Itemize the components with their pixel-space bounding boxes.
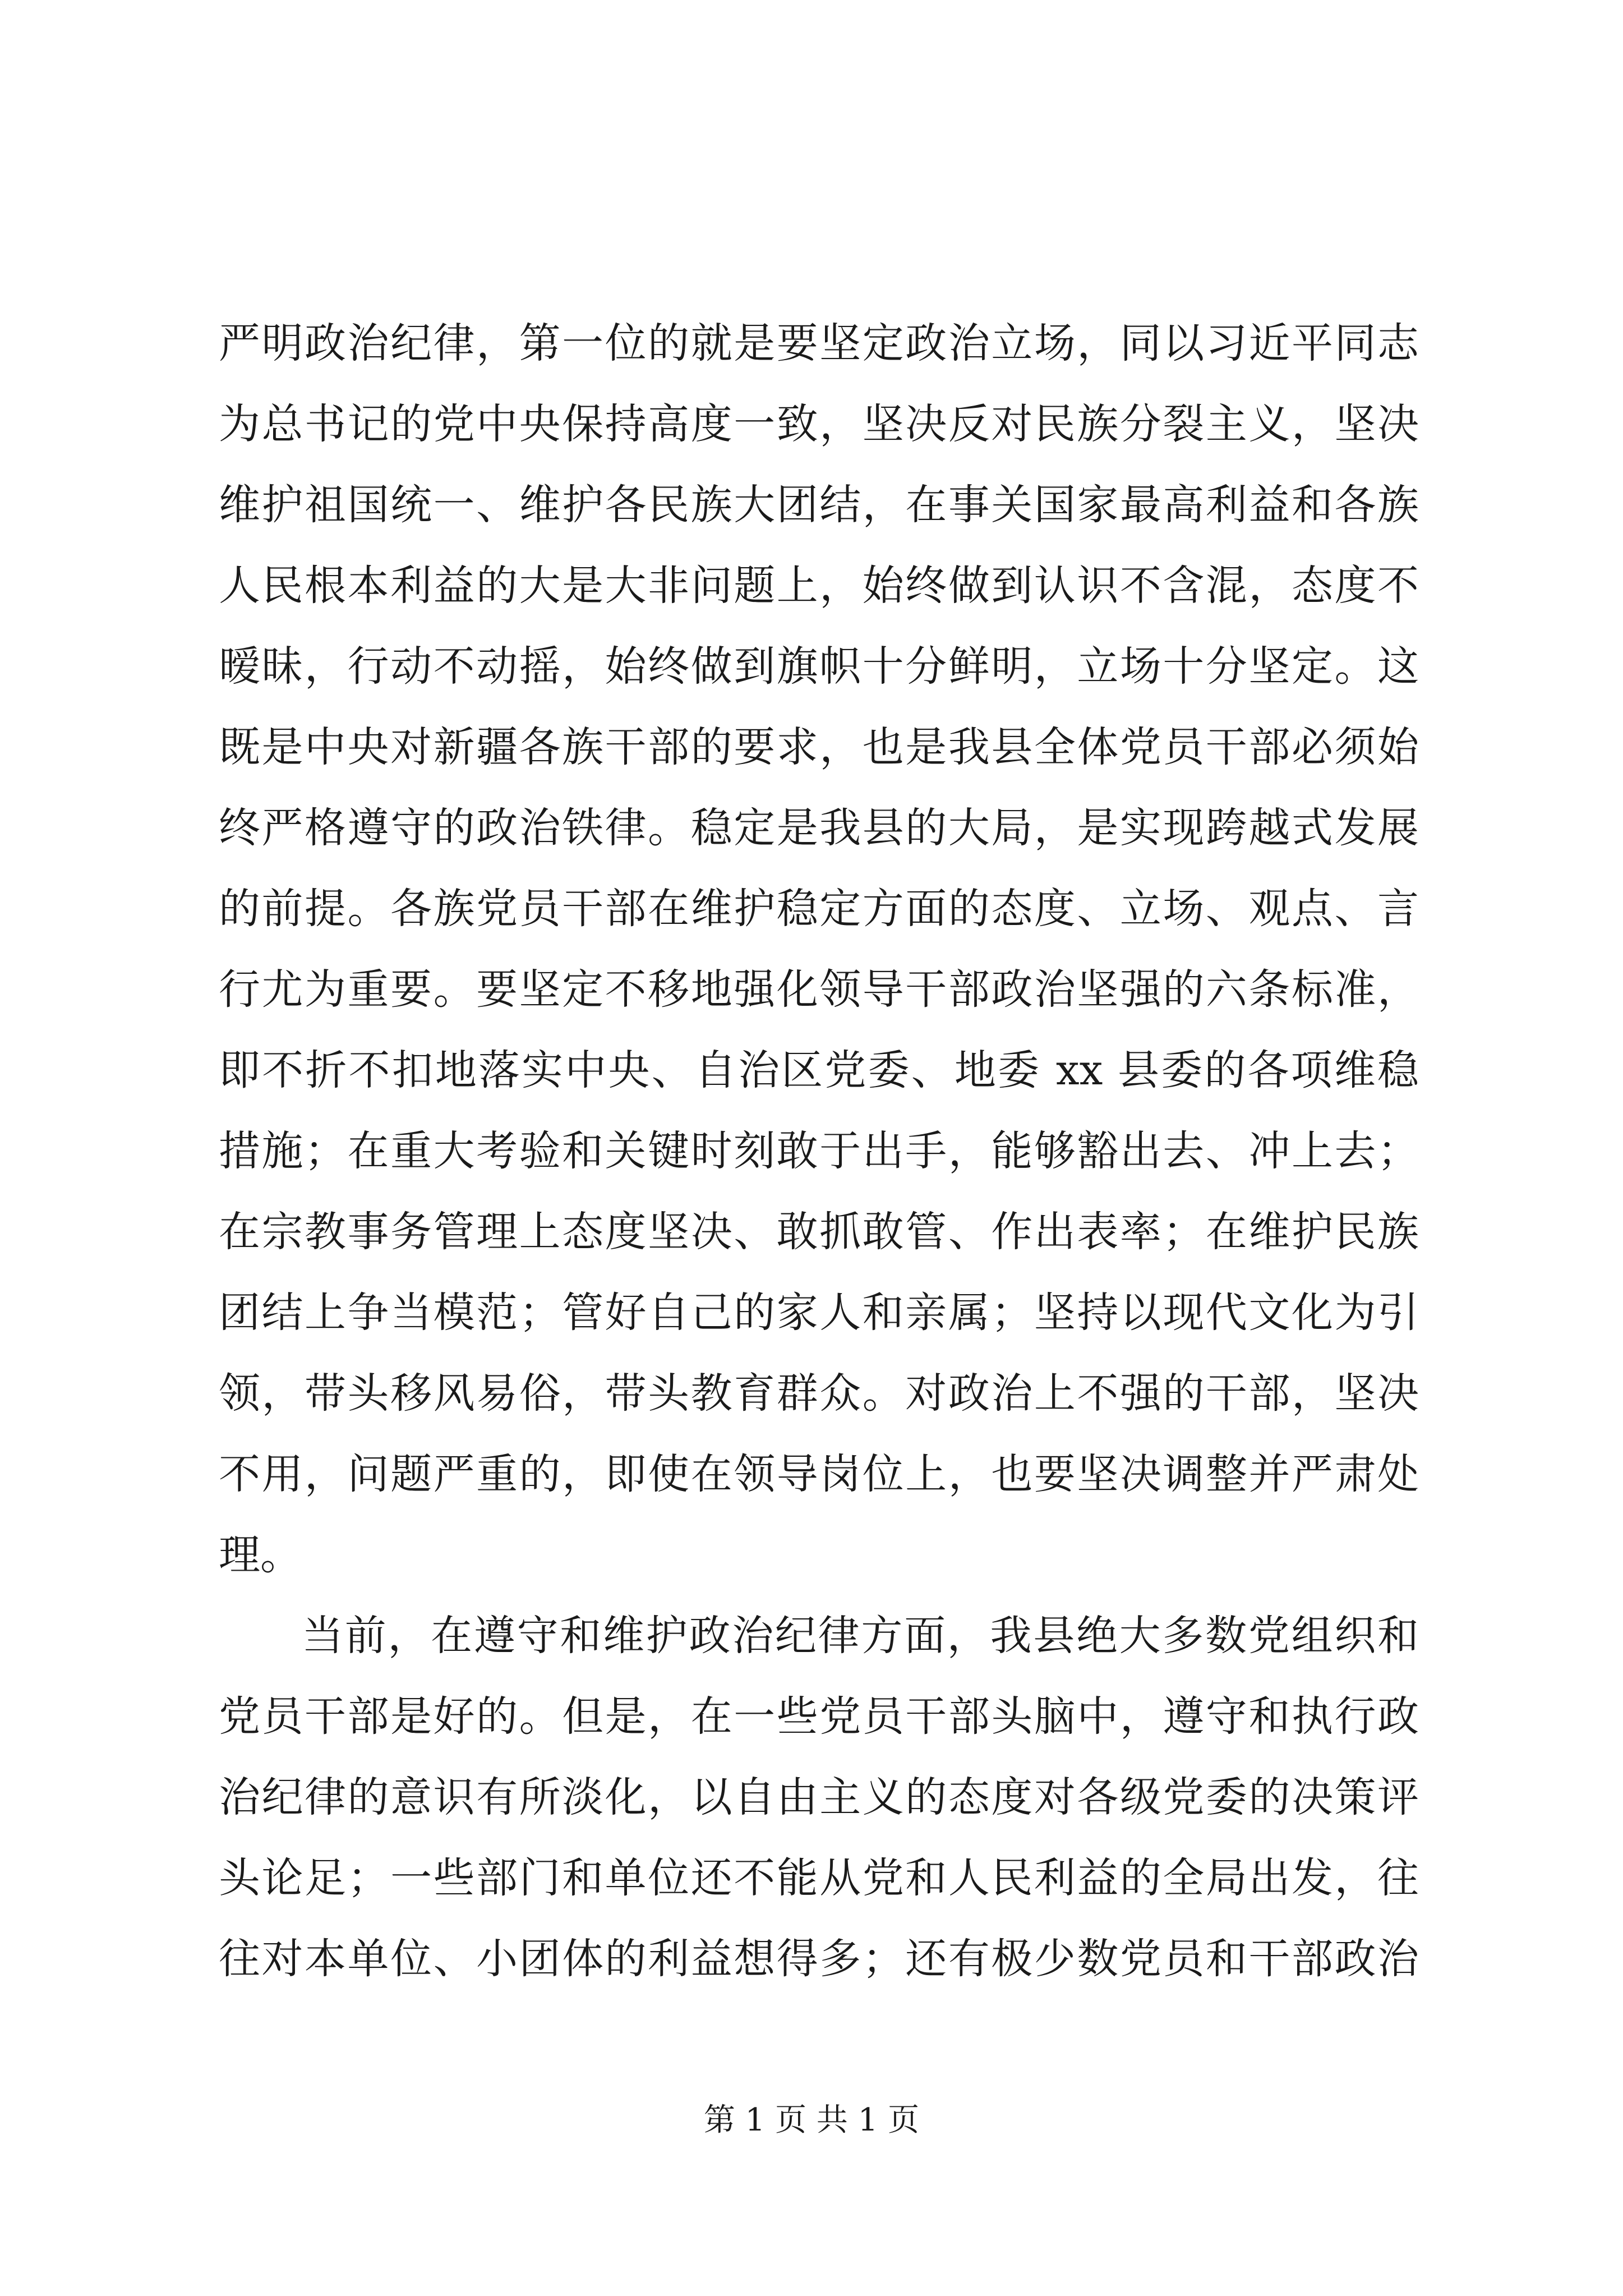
document-body (219, 303, 1419, 1999)
text-line: 严明政治纪律，第一位的就是要坚定政治立场，同以习近平同志 (219, 319, 1419, 367)
text-line: 领，带头移风易俗，带头教育群众。对政治上不强的干部，坚决 (219, 1369, 1419, 1418)
text-line: 的前提。各族党员干部在维护稳定方面的态度、立场、观点、言 (219, 885, 1419, 933)
paragraph-1 (219, 303, 1419, 1595)
text-line: 措施；在重大考验和关键时刻敢于出手，能够豁出去、冲上去； (219, 1127, 1419, 1175)
text-line: 终严格遵守的政治铁律。稳定是我县的大局，是实现跨越式发展 (219, 804, 1419, 852)
paragraph-2 (219, 1595, 1419, 1999)
text-line: 即不折不扣地落实中央、自治区党委、地委 xx 县委的各项维稳 (219, 1046, 1419, 1094)
text-line: 理。 (219, 1531, 302, 1579)
text-line: 治纪律的意识有所淡化，以自由主义的态度对各级党委的决策评 (219, 1773, 1419, 1821)
text-line: 党员干部是好的。但是，在一些党员干部头脑中，遵守和执行政 (219, 1692, 1419, 1741)
text-line: 暧昧，行动不动摇，始终做到旗帜十分鲜明，立场十分坚定。这 (219, 642, 1419, 691)
page-number-footer: 第 1 页 共 1 页 (703, 2102, 920, 2138)
text-line: 既是中央对新疆各族干部的要求，也是我县全体党员干部必须始 (219, 723, 1419, 771)
text-line: 为总书记的党中央保持高度一致，坚决反对民族分裂主义，坚决 (219, 400, 1419, 448)
text-line: 当前，在遵守和维护政治纪律方面，我县绝大多数党组织和 (302, 1612, 1419, 1660)
text-line: 在宗教事务管理上态度坚决、敢抓敢管、作出表率；在维护民族 (219, 1208, 1419, 1256)
text-line: 人民根本利益的大是大非问题上，始终做到认识不含混，态度不 (219, 562, 1419, 610)
text-line: 行尤为重要。要坚定不移地强化领导干部政治坚强的六条标准， (219, 965, 1419, 1014)
text-line: 头论足；一些部门和单位还不能从党和人民利益的全局出发，往 (219, 1854, 1419, 1902)
text-line: 往对本单位、小团体的利益想得多；还有极少数党员和干部政治 (219, 1935, 1419, 1983)
text-line: 维护祖国统一、维护各民族大团结，在事关国家最高利益和各族 (219, 481, 1419, 529)
text-line: 不用，问题严重的，即使在领导岗位上，也要坚决调整并严肃处 (219, 1450, 1419, 1498)
text-line: 团结上争当模范；管好自己的家人和亲属；坚持以现代文化为引 (219, 1289, 1419, 1337)
